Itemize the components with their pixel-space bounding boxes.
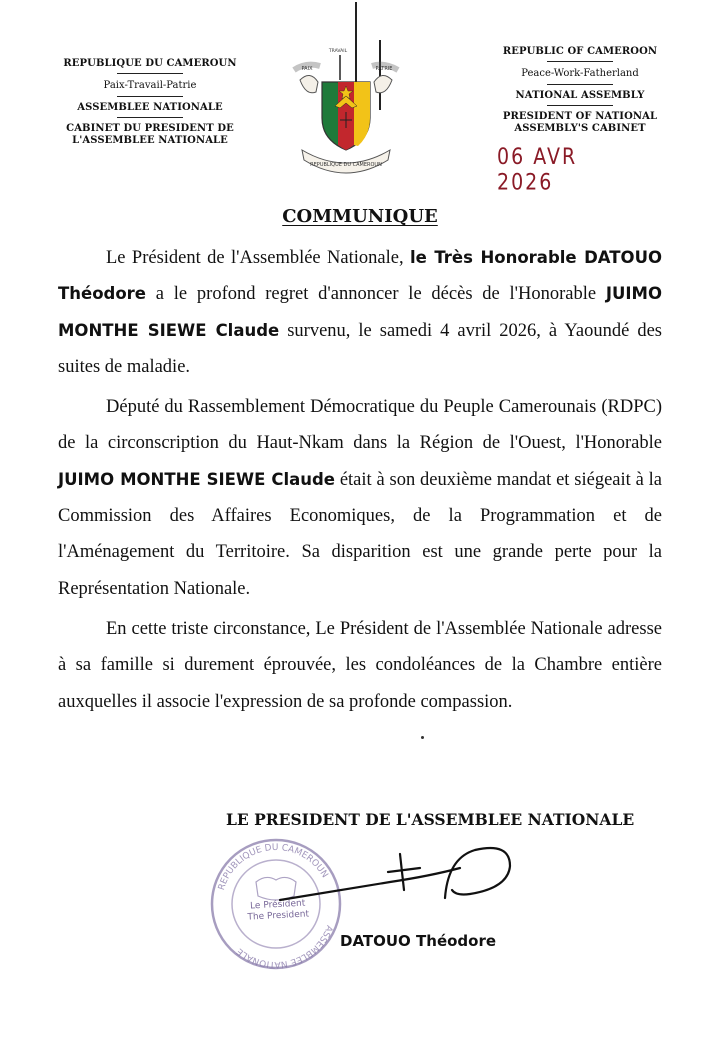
header-right	[480, 46, 680, 135]
svg-text:ASSEMBLEE NATIONALE	[235, 924, 334, 969]
seal-line-2: The President	[247, 909, 310, 923]
header-divider	[117, 117, 183, 118]
title-text: COMMUNIQUE	[282, 206, 438, 227]
seal-outer-top: REPUBLIQUE DU CAMEROUN	[216, 842, 330, 892]
emblem-ribbon-right: PATRIE	[375, 66, 393, 72]
paragraph-text: était à son deuxième mandat et siégeait à la Commission des Affaires Economiques, de la Programmation et de l'Aménagement du Territoire. Sa disparition est une grande perte pour la Représentation Nationale.	[58, 469, 662, 599]
header-institution-en: NATIONAL ASSEMBLY	[515, 90, 645, 101]
header-divider	[547, 84, 613, 85]
header-motto-en: Peace-Work-Fatherland	[521, 68, 639, 79]
seal-outer-bottom: ASSEMBLEE NATIONALE	[235, 923, 334, 970]
paragraph-condolences	[58, 611, 662, 720]
header-cabinet-fr-2: L'ASSEMBLEE NATIONALE	[72, 135, 228, 146]
page-title	[0, 206, 720, 227]
paragraph-text: survenu, le samedi 4 avril 2026, à Yaoundé des suites de maladie.	[58, 320, 662, 377]
president-name-bold: le Très Honorable DATOUO Théodore	[58, 248, 663, 304]
emblem-banner: REPUBLIQUE DU CAMEROUN	[310, 162, 382, 168]
header-cabinet-en-2: ASSEMBLY'S CABINET	[514, 123, 646, 134]
deceased-name-bold: JUIMO MONTHE SIEWE Claude	[58, 469, 335, 489]
paragraph-announcement	[58, 240, 662, 385]
paragraph-biography	[58, 389, 662, 607]
seal-line-1: Le Président	[249, 898, 306, 912]
header-country-en: REPUBLIC OF CAMEROON	[502, 46, 658, 57]
deceased-name-bold: JUIMO MONTHE SIEWE Claude	[58, 284, 662, 340]
header-cabinet-fr-1: CABINET DU PRESIDENT DE	[66, 123, 234, 134]
header-divider	[547, 61, 613, 62]
communique-body	[58, 240, 662, 724]
emblem-ribbon-left: PAIX	[301, 66, 313, 72]
paragraph-text: En cette triste circonstance, Le Président de l'Assemblée Nationale adresse à sa famille si durement éprouvée, les condoléances de la Chambre entière auxquelles il associe l'expression de sa profonde compassion.	[58, 618, 662, 712]
header-motto-fr: Paix-Travail-Patrie	[103, 80, 197, 91]
emblem-ribbon-center: TRAVAIL	[328, 49, 348, 54]
header-institution-fr: ASSEMBLEE NATIONALE	[77, 102, 223, 113]
header-left	[50, 58, 250, 147]
signatory-name: DATOUO Théodore	[340, 932, 497, 950]
handwritten-signature	[270, 838, 530, 928]
paragraph-text: Le Président de l'Assemblée Nationale,	[106, 248, 410, 268]
paragraph-text: a le profond regret d'annoncer le décès de l'Honorable	[146, 284, 606, 305]
header-cabinet-en-1: PRESIDENT OF NATIONAL	[502, 111, 658, 122]
cameroon-coat-of-arms-icon	[280, 0, 410, 180]
header-divider	[117, 73, 183, 74]
date-stamp: 06 AVR 2026	[497, 144, 578, 196]
ink-speck	[421, 736, 424, 739]
header-divider	[547, 105, 613, 106]
header-country-fr: REPUBLIQUE DU CAMEROUN	[63, 58, 237, 69]
signature-title: LE PRESIDENT DE L'ASSEMBLEE NATIONALE	[226, 810, 635, 829]
paragraph-text: Député du Rassemblement Démocratique du Peuple Camerounais (RDPC) de la circonscription du Haut-Nkam dans la Région de l'Ouest, l'Honorable	[58, 397, 662, 454]
header-divider	[117, 96, 183, 97]
